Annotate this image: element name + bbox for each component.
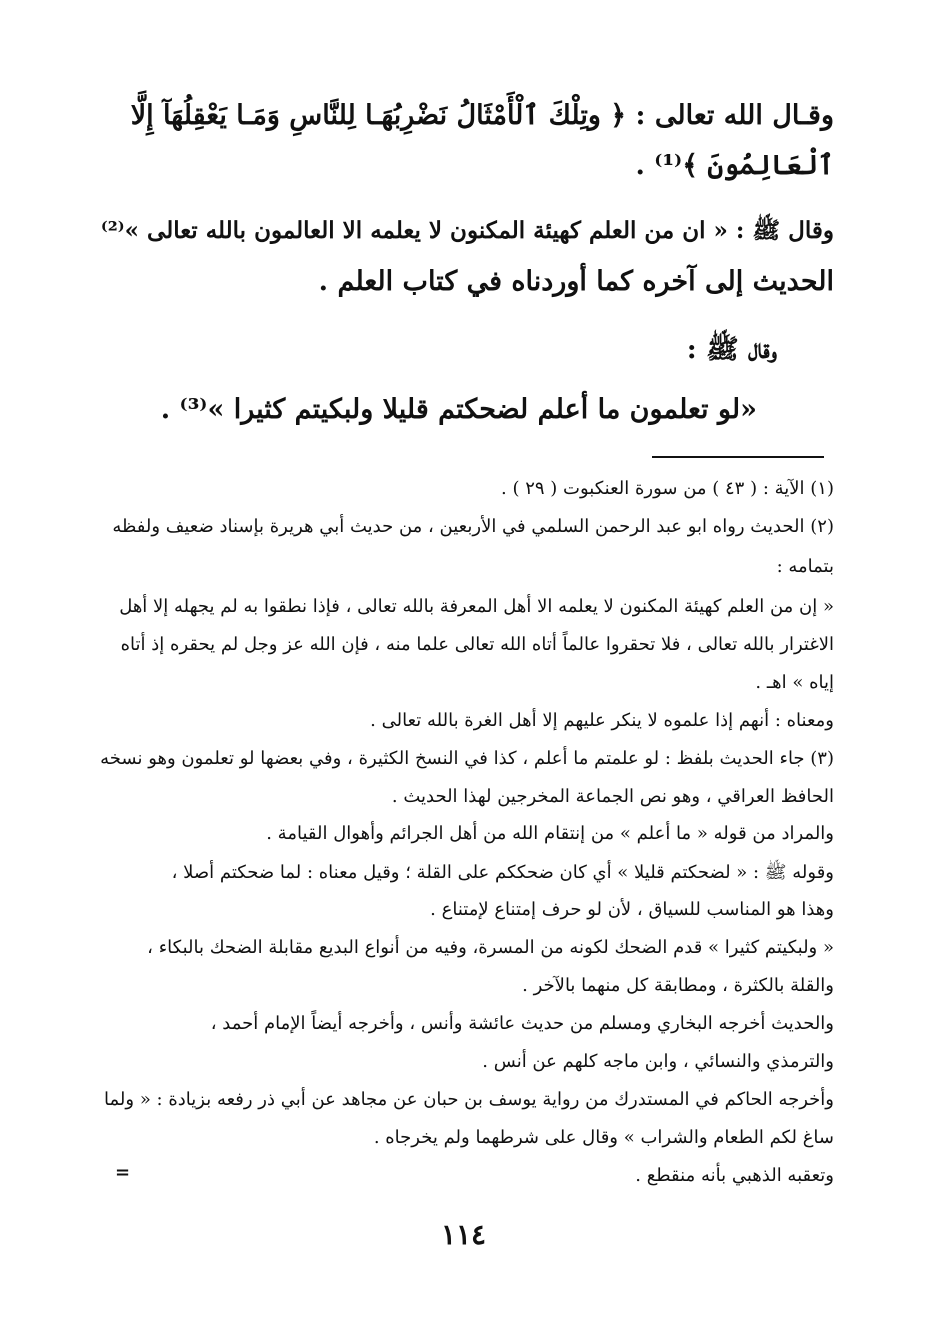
- verse-line-1: وقـال الله تعالى : ﴿ وتِلْكَ ٱلْأَمْثَالُ نَضْرِبُهَـا لِلنَّاسِ وَمَـا يَعْقِلُهَآ إِلَّا: [130, 100, 834, 131]
- footnote-2-line-1: (٢) الحديث رواه ابو عبد الرحمن السلمي في الأربعين ، من حديث أبي هريرة بإسناد ضعيف ولفظه: [112, 516, 834, 537]
- footnote-2-line-4: الاغترار بالله تعالى ، فلا تحقروا عالماً أتاه الله تعالى علما منه ، فإن الله عز وجل لم يحقره إذ أتاه: [120, 634, 834, 655]
- footnote-3-line-11: ساغ لكم الطعام والشراب » وقال على شرطهما ولم يخرجاه .: [373, 1127, 834, 1148]
- footnote-3-line-5: وهذا هو المناسب للسياق ، لأن لو حرف إمتناع لإمتناع .: [430, 899, 834, 920]
- footnote-2-line-6: ومعناه : أنهم إذا علموه لا ينكر عليهم إلا أهل الغرة بالله تعالى .: [370, 710, 834, 731]
- footnote-2-line-5: إياه » اهـ .: [755, 672, 834, 693]
- footnote-3-line-3: والمراد من قوله « ما أعلم » من إنتقام الله من أهل الجرائم وأهوال القيامة .: [266, 823, 834, 844]
- hadith-2-intro: وقال ﷺ :: [686, 334, 777, 365]
- footnote-3-line-8: والحديث أخرجه البخاري ومسلم من حديث عائشة وأنس ، وأخرجه أيضاً الإمام أحمد ،: [210, 1013, 834, 1034]
- footnote-3-line-2: الحافظ العراقي ، وهو نص الجماعة المخرجين لهذا الحديث .: [391, 786, 834, 807]
- footnote-3-line-10: وأخرجه الحاكم في المستدرك من رواية يوسف بن حبان عن مجاهد عن أبي ذر رفعه بزيادة : « ولما: [104, 1089, 834, 1110]
- page-number: ١١٤: [440, 1218, 487, 1251]
- footnote-2-line-3: « إن من العلم كهيئة المكنون لا يعلمه الا أهل المعرفة بالله تعالى ، فإذا نطقوا به لم يجهله إلا أهل: [119, 596, 834, 617]
- hadith-2-text: «لو تعلمون ما أعلم لضحكتم قليلا ولبكيتم كثيرا »⁽³⁾ .: [160, 394, 757, 425]
- verse-line-2: ٱلْعَالِمُونَ ﴾⁽¹⁾ .: [635, 150, 834, 181]
- margin-mark: =: [115, 1162, 131, 1183]
- footnote-1: (١) الآية : ( ٤٣ ) من سورة العنكبوت ( ٢٩ ) .: [501, 478, 834, 499]
- footnote-3-line-4: وقوله ﷺ : « لضحكتم قليلا » أي كان ضحككم على القلة ؛ وقيل معناه : لما ضحكتم أصلا ،: [171, 862, 834, 883]
- footnote-3-line-6: « ولبكيتم كثيرا » قدم الضحك لكونه من المسرة، وفيه من أنواع البديع مقابلة الضحك بالبكاء ،: [147, 937, 834, 958]
- hadith-1-line-2: الحديث إلى آخره كما أوردناه في كتاب العلم .: [318, 266, 834, 297]
- footnote-separator: [652, 456, 824, 458]
- footnote-3-line-9: والترمذي والنسائي ، وابن ماجه كلهم عن أنس .: [482, 1051, 834, 1072]
- hadith-1-line-1: وقال ﷺ : « ان من العلم كهيئة المكنون لا يعلمه الا العالمون بالله تعالى »⁽²⁾: [100, 217, 834, 244]
- footnote-3-line-7: والقلة بالكثرة ، ومطابقة كل منهما بالآخر .: [522, 975, 834, 996]
- footnote-2-line-2: بتمامه :: [776, 556, 834, 577]
- footnote-3-line-12: وتعقبه الذهبي بأنه منقطع .: [635, 1165, 834, 1186]
- footnote-3-line-1: (٣) جاء الحديث بلفظ : لو علمتم ما أعلم ، كذا في النسخ الكثيرة ، وفي بعضها لو تعلمون وهو نسخه: [100, 748, 834, 769]
